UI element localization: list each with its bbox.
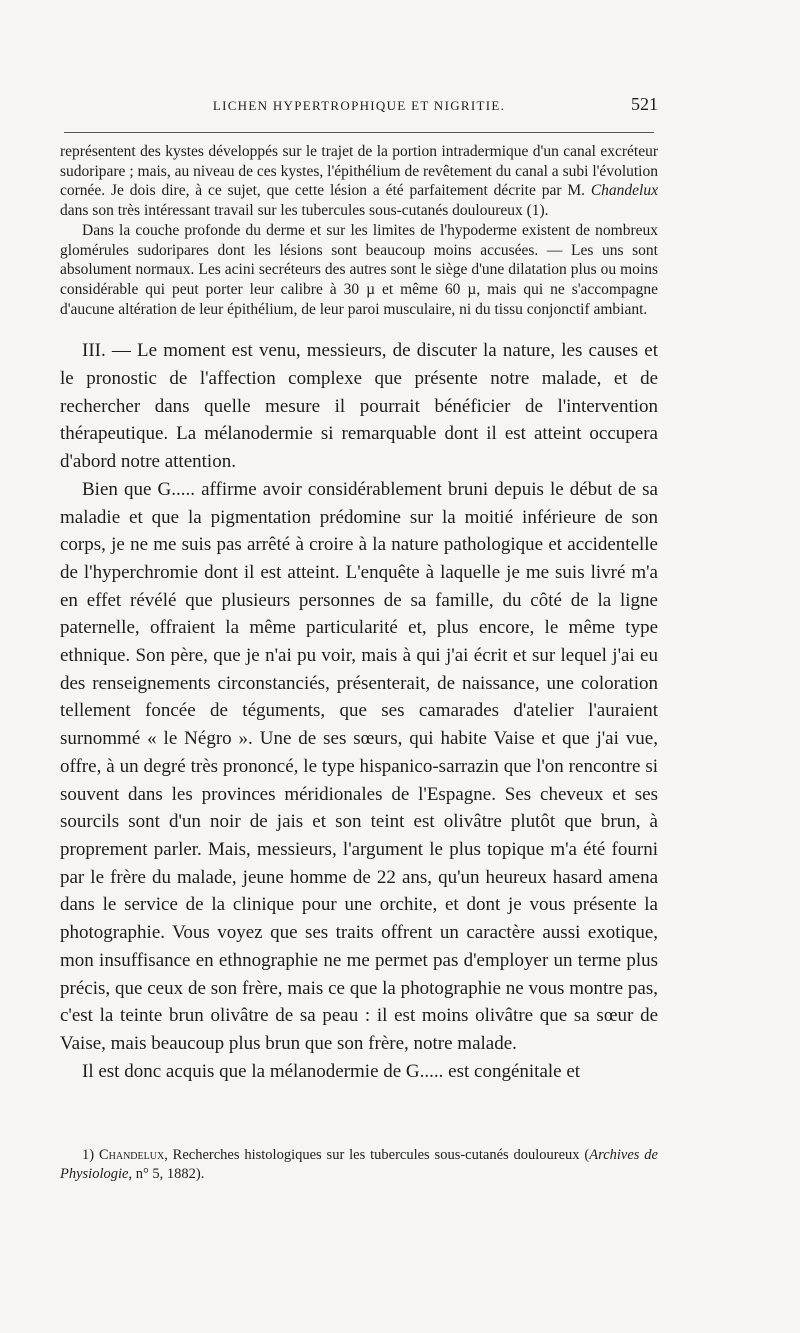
footnote (60, 1146, 658, 1184)
footnote-marker: 1) (82, 1147, 95, 1163)
header-rule (64, 132, 654, 133)
page-number: 521 (631, 94, 658, 114)
paragraph: Bien que G..... affirme avoir considérablement bruni depuis le début de sa maladie et que la pigmentation prédomine sur la moitié inférieure de son corps, je ne me suis pas arrêté à croire à la nature pathologique et accidentelle de l'hyperchromie dont il est atteint. L'enquête à laquelle je me suis livré m'a en effet révélé que plusieurs personnes de sa famille, du côté de la ligne paternelle, offraient la même particularité et, plus encore, le même type ethnique. Son père, que je n'ai pu voir, mais à qui j'ai écrit et sur lequel j'ai eu des renseignements circonstanciés, présenterait, de naissance, une coloration tellement foncée de téguments, que ses camarades d'atelier l'auraient surnommé « le Négro ». Une de ses sœurs, qui habite Vaise et que j'ai vue, offre, à un degré très prononcé, le type hispanico-sarrazin que l'on rencontre si souvent dans les provinces méridionales de l'Espagne. Ses cheveux et ses sourcils sont d'un noir de jais et son teint est olivâtre plutôt que brun, à proprement parler. Mais, messieurs, l'argument le plus topique m'a été fourni par le frère du malade, jeune homme de 22 ans, qu'un heureux hasard amena dans le service de la clinique pour une orchite, et dont je vous présente la photographie. Vous voyez que ses traits offrent un caractère aussi exotique, mon insuffisance en ethnographie ne me permet pas d'employer un terme plus précis, que ceux de son frère, mais ce que la photographie ne vous montre pas, c'est la teinte brun olivâtre de sa peau : il est moins olivâtre que sa sœur de Vaise, mais beaucoup plus brun que son frère, notre malade. (60, 478, 658, 1054)
paragraph-text: représentent des kystes développés sur le trajet de la portion intradermique d'un canal excréteur sudoripare ; mais, au niveau de ces kystes, l'épithélium de revêtement du canal a subi l'évolution cornée. Je dois dire, à ce sujet, que cette lésion a été parfaitement décrite par M. (60, 143, 658, 200)
footnote-body: , Recherches histologiques sur les tubercules sous-cutanés douloureux ( (164, 1147, 590, 1163)
running-title: LICHEN HYPERTROPHIQUE ET NIGRITIE. (212, 98, 506, 113)
footnote-ref: , n° 5, 1882). (128, 1166, 205, 1182)
footnote-journal: Archives de Physiologie (60, 1147, 658, 1182)
main-section (60, 337, 658, 1085)
paragraph: Dans la couche profonde du derme et sur les limites de l'hypoderme existent de nombreux glomérules sudoripares dont les lésions sont beaucoup moins accusées. — Les uns sont absolument normaux. Les acini secréteurs des autres sont le siège d'une dilatation plus ou moins considérable qui peut porter leur calibre à 30 µ et même 60 µ, mais qui ne s'accompagne d'aucune altération de leur épithélium, de leur paroi musculaire, ni du tissu conjonctif ambiant. (60, 221, 658, 318)
page-header (60, 96, 658, 124)
paragraph: III. — Le moment est venu, messieurs, de discuter la nature, les causes et le pronostic de l'affection complexe que présente notre malade, et de rechercher dans quelle mesure il pourrait bénéficier de l'intervention thérapeutique. La mélanodermie si remarquable dont il est atteint occupera d'abord notre attention. (60, 340, 658, 473)
paragraph: Il est donc acquis que la mélanodermie de G..... est congénitale et (82, 1060, 581, 1082)
body-text (60, 142, 658, 1085)
paragraph (60, 142, 658, 221)
footnote-text (60, 1146, 658, 1184)
small-print-section (60, 142, 658, 319)
footnote-author: Chandelux (98, 1147, 165, 1163)
author-name: Chandelux (590, 182, 658, 200)
paragraph-text: dans son très intéressant travail sur les tubercules sous-cutanés douloureux (1). (60, 202, 549, 220)
